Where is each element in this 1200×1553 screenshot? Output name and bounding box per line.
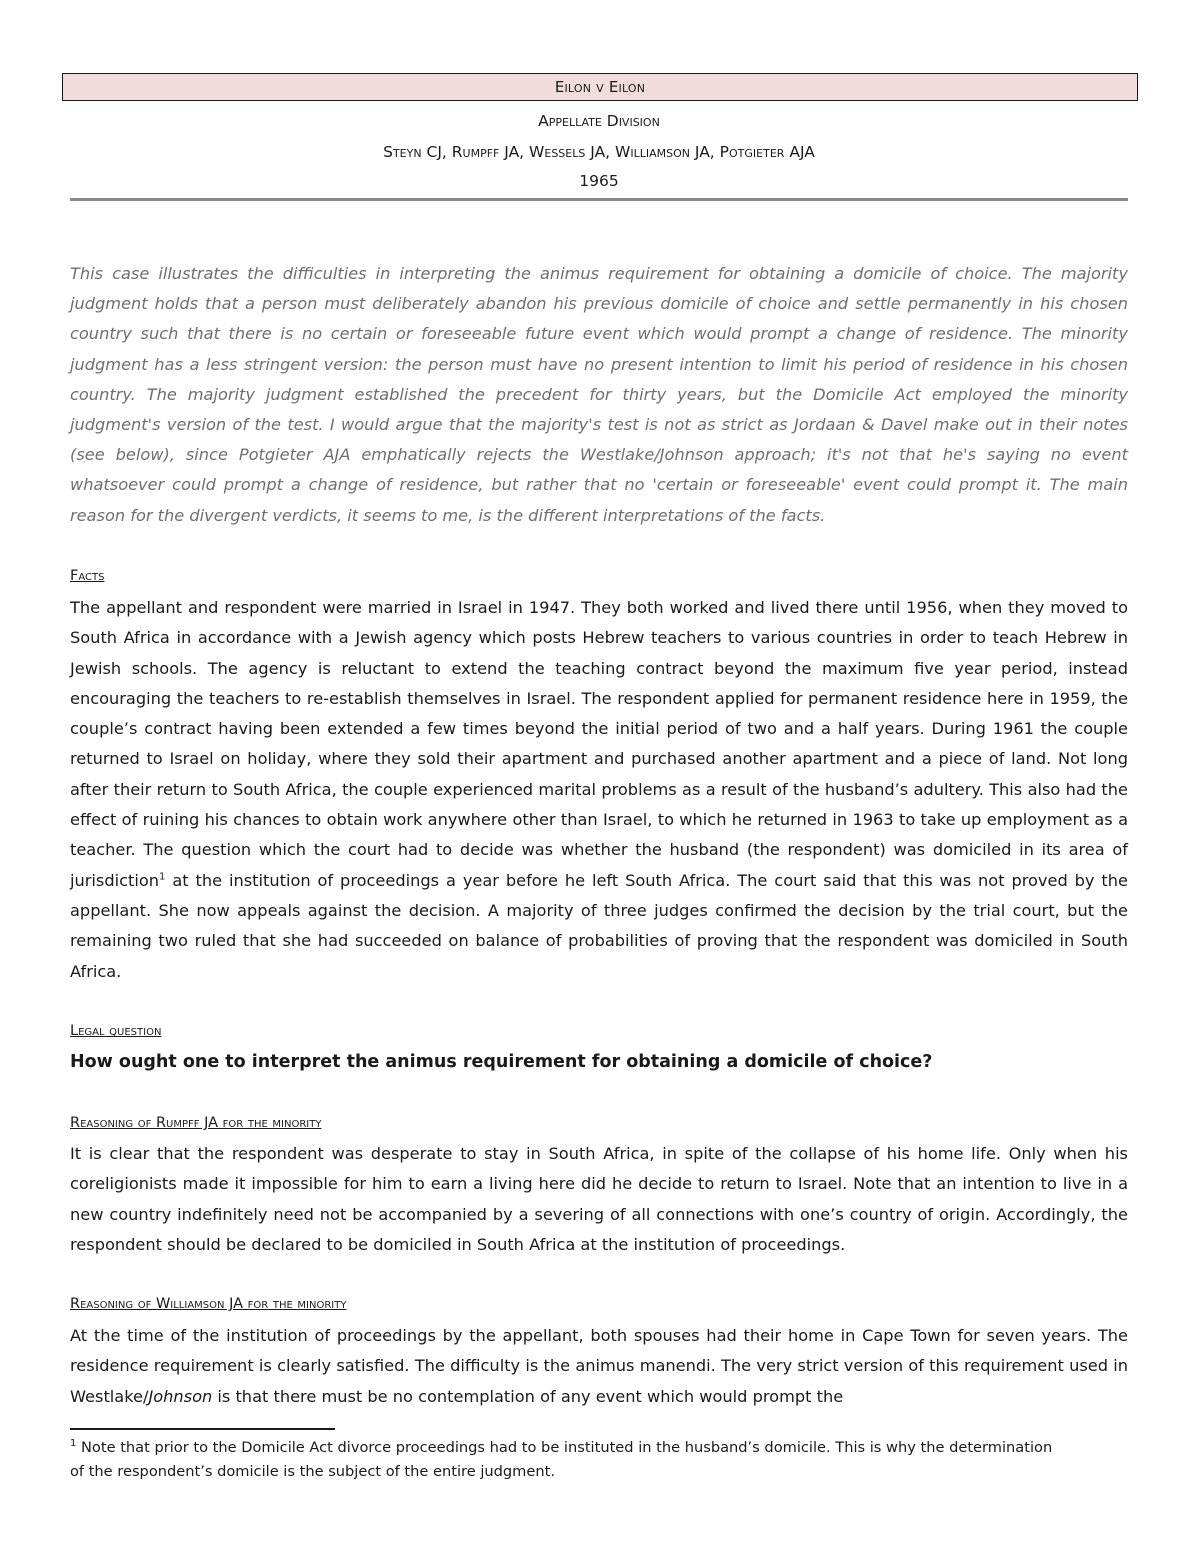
facts-text [70,593,1128,987]
rumpff-heading: Reasoning of Rumpff JA for the minority [70,1115,322,1131]
footnote-text: Note that prior to the Domicile Act divorce proceedings had to be instituted in the husband’s domicile. This is why the determination of the respondent’s domicile is the subject of the entire judgment. [70,1439,1053,1480]
footnote [70,1436,1070,1484]
williamson-text [70,1321,1128,1412]
facts-heading: Facts [70,568,105,584]
case-year: 1965 [579,172,619,190]
footnote-ref: 1 [159,871,166,883]
rumpff-text: It is clear that the respondent was desperate to stay in South Africa, in spite of the collapse of his home life. Only when his coreligionists made it impossible for him to earn a living here did he decide to return to Israel. Note that an intention to live in a new country indefinitely need not be accompanied by a severing of all connections with one’s country of origin. Accordingly, the respondent should be declared to be domiciled in South Africa at the institution of proceedings. [70,1144,1128,1254]
case-title: Eilon v Eilon [62,73,1138,101]
case-summary: This case illustrates the difficulties in interpreting the animus requirement for obtaining a domicile of choice. The majority judgment holds that a person must deliberately abandon his previous domicile of choice and settle permanently in his chosen country such that there is no certain or foreseeable future event which would prompt a change of residence. The minority judgment has a less stringent version: the person must have no present intention to limit his period of residence in his chosen country. The majority judgment established the precedent for thirty years, but the Domicile Act employed the minority judgment's version of the test. I would argue that the majority's test is not as strict as Jordaan & Davel make out in their notes (see below), since Potgieter AJA emphatically rejects the Westlake/Johnson approach; it's not that he's saying no event whatsoever could prompt a change of residence, but rather that no 'certain or foreseeable' event could prompt it. The main reason for the divergent verdicts, it seems to me, is the different interpretations of the facts. [70,264,1128,525]
judges-list: Steyn CJ, Rumpff JA, Wessels JA, Williamson JA, Potgieter AJA [383,143,815,161]
footnote-number: 1 [70,1438,77,1450]
legal-question-text: How ought one to interpret the animus requirement for obtaining a domicile of choice? [70,1052,933,1072]
williamson-text-part1: At the time of the institution of proceedings by the appellant, both spouses had their home in Cape Town for seven years. The residence requirement is clearly satisfied. The difficulty is the animus manendi. The very strict version of this requirement used in Westlake/ [70,1326,1128,1406]
williamson-text-part2: is that there must be no contemplation of any event which would prompt the [212,1386,844,1406]
court-name: Appellate Division [538,112,660,130]
williamson-heading: Reasoning of Williamson JA for the minority [70,1296,347,1312]
facts-text-part1: The appellant and respondent were married in Israel in 1947. They both worked and lived there until 1956, when they moved to South Africa in accordance with a Jewish agency which posts Hebrew teachers to various countries in order to teach Hebrew in Jewish schools. The agency is reluctant to extend the teaching contract beyond the maximum five year period, instead encouraging the teachers to re-establish themselves in Israel. The respondent applied for permanent residence here in 1959, the couple’s contract having been extended a few times beyond the initial period of two and a half years. During 1961 the couple returned to Israel on holiday, where they sold their apartment and purchased another apartment and a piece of land. Not long after their return to South Africa, the couple experienced marital problems as a result of the husband’s adultery. This also had the effect of ruining his chances to obtain work anywhere other than Israel, to which he returned in 1963 to take up employment as a teacher. The question which the court had to decide was whether the husband (the respondent) was domiciled in its area of jurisdiction [70,598,1128,890]
legal-question-heading: Legal question [70,1023,162,1039]
facts-text-part2: at the institution of proceedings a year before he left South Africa. The court said that this was not proved by the appellant. She now appeals against the decision. A majority of three judges confirmed the decision by the trial court, but the remaining two ruled that she had succeeded on balance of probabilities of proving that the respondent was domiciled in South Africa. [70,870,1128,981]
williamson-case-name: Johnson [148,1386,213,1406]
footnote-divider [70,1428,335,1430]
header-divider [70,198,1128,201]
